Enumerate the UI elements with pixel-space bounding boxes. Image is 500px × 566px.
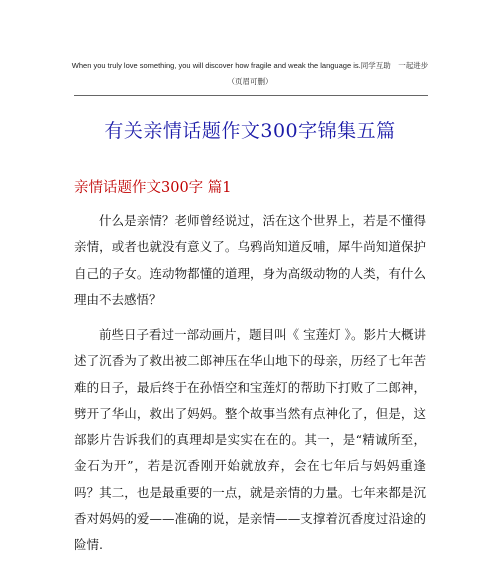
header-divider	[74, 95, 428, 96]
page-header-note: （页眉可删）	[227, 77, 273, 86]
paragraph-2: 前些日子看过一部动画片，题目叫《 宝莲灯 》。影片大概讲述了沉香为了救出被二郎神压在华山地下的母亲，历经了七年苦难的日子，最后终于在孙悟空和宝莲灯的帮助下打败了二郎神，劈开了华山，救出了妈妈。整个故事当然有点神化了，但是，这部影片告诉我们的真理却是实实在在的。其一，是“精诚所至，金石为开”，若是沉香刚开始就放弃，会在七年后与妈妈重逢吗？其二，也是最重要的一点，就是亲情的力量。七年来都是沉香对妈妈的爱——准确的说，是亲情——支撑着沉香度过沿途的险情.	[74, 327, 426, 553]
paragraph-1: 什么是亲情？老师曾经说过，活在这个世界上，若是不懂得亲情，或者也就没有意义了。乌鸦尚知道反哺，犀牛尚知道保护自己的子女。连动物都懂的道理，身为高级动物的人类，有什么理由不去感悟？	[74, 213, 426, 307]
page-header-quote: When you truly love something, you will discover how fragile and weak the language is.同学互助 一起进步	[71, 61, 429, 70]
section-heading: 亲情话题作文300字 篇1	[74, 180, 232, 196]
document-title: 有关亲情话题作文300字锦集五篇	[104, 120, 396, 142]
